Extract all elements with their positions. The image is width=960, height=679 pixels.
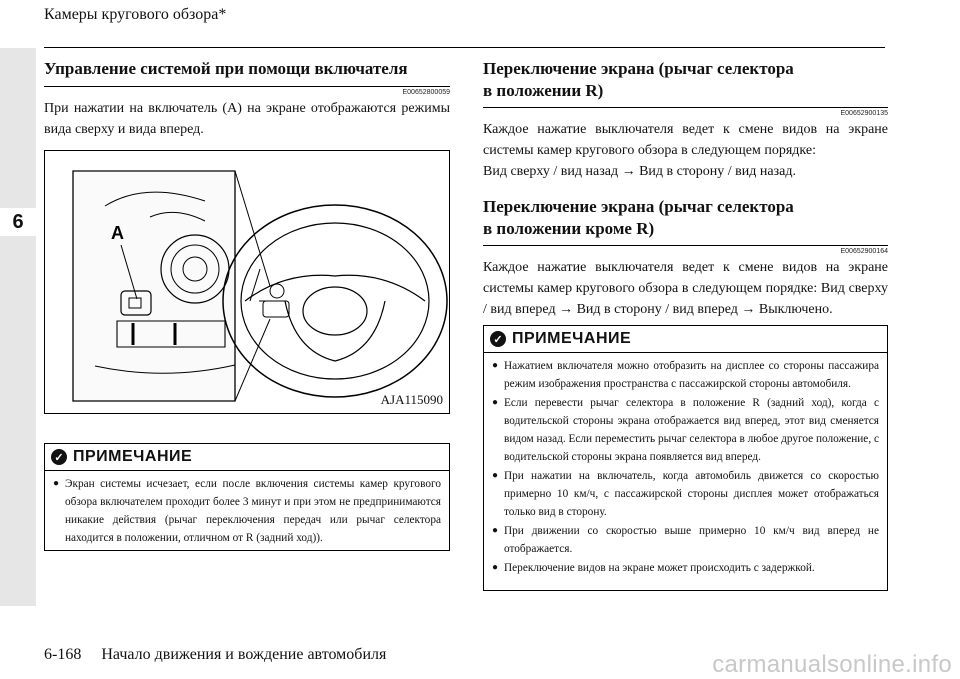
header-rule [44,47,885,48]
note-body [45,471,449,552]
section-title-line1: Переключение экрана (рычаг селектора [483,59,794,78]
section-title-line2: в положении R) [483,81,604,100]
section-code: E00652900135 [840,110,888,117]
note-item [492,394,879,466]
note-title: ПРИМЕЧАНИЕ [512,330,632,347]
bullet-icon: ● [492,360,499,371]
section-text-2: Вид сверху / вид назад → Вид в сторону / вид назад. [483,164,796,179]
note-header [45,444,449,471]
page-header-title: Камеры кругового обзора* [44,6,227,23]
note-item [492,467,879,521]
note-item [492,522,879,558]
steering-wheel-figure [44,150,450,414]
section-text: При нажатии на включатель (A) на экране отображаются режимы вида сверху и вида вперед. [44,101,450,137]
section-title-line2: в положении кроме R) [483,219,655,238]
note-item [492,357,879,393]
title-rule [483,245,888,246]
steering-wheel-illustration [45,151,449,413]
section-title [483,196,888,240]
note-item-text: Экран системы исчезает, если после включения системы камер кругового обзора включателем проходит более 3 минут и при этом не предпринимаются никакие действия (рычаг переключения передач или рычаг селектора находится в положении, отличном от R (задний ход)). [65,478,441,544]
section-title [483,58,888,102]
title-rule [44,86,450,87]
right-section-1 [483,58,888,182]
note-box-right [483,325,888,591]
note-item-text: Если перевести рычаг селектора в положение R (задний ход), когда с водительской стороны экрана отображается вид вперед, этот вид сменяется видом назад. Если переместить рычаг селектора в любое другое положение, с водительской стороны экрана появляется вид вперед. [504,397,879,463]
section-code: E00652800059 [402,89,450,96]
bullet-icon: ● [492,470,499,481]
note-item-text: При движении со скоростью выше примерно 10 км/ч вид вперед не отображается. [504,525,879,555]
bullet-icon: ● [492,397,499,408]
section-title: Управление системой при помощи включателя [44,59,408,78]
info-icon: ✓ [51,449,67,465]
page-number: 6-168 [44,646,82,663]
watermark: carmanualsonline.info [712,651,952,678]
note-body [484,353,887,582]
bullet-icon: ● [492,562,499,573]
bullet-icon: ● [53,478,60,489]
page-footer [44,646,386,664]
label-a: A [111,223,124,243]
left-section [44,58,450,140]
note-item [492,559,879,577]
note-item-text: Нажатием включателя можно отобразить на дисплее со стороны пассажира режим изображения пространства с пассажирской стороны автомобиля. [504,360,879,390]
figure-code: AJA115090 [380,392,443,407]
note-item [53,475,441,547]
note-header [484,326,887,353]
note-box-left [44,443,450,551]
section-code: E00652900164 [840,248,888,255]
note-item-text: При нажатии на включатель, когда автомобиль движется со скоростью примерно 10 км/ч, с пассажирской стороны дисплея может отображаться только вид в сторону. [504,470,879,518]
chapter-sidebar [0,48,36,606]
right-section-2 [483,196,888,320]
section-title-line1: Переключение экрана (рычаг селектора [483,197,794,216]
info-icon: ✓ [490,331,506,347]
note-item-text: Переключение видов на экране может происходить с задержкой. [504,562,815,574]
section-text: Каждое нажатие выключателя ведет к смене видов на экране системы камер кругового обзора в следующем порядке: [483,122,888,158]
chapter-title: Начало движения и вождение автомобиля [101,646,387,663]
bullet-icon: ● [492,525,499,536]
chapter-tab: 6 [0,208,36,236]
note-title: ПРИМЕЧАНИЕ [73,448,193,465]
title-rule [483,107,888,108]
section-text: Каждое нажатие выключателя ведет к смене видов на экране системы камер кругового обзора в следующем порядке: Вид сверху / вид вперед → Вид в сторону / вид вперед → Выключено. [483,260,888,317]
